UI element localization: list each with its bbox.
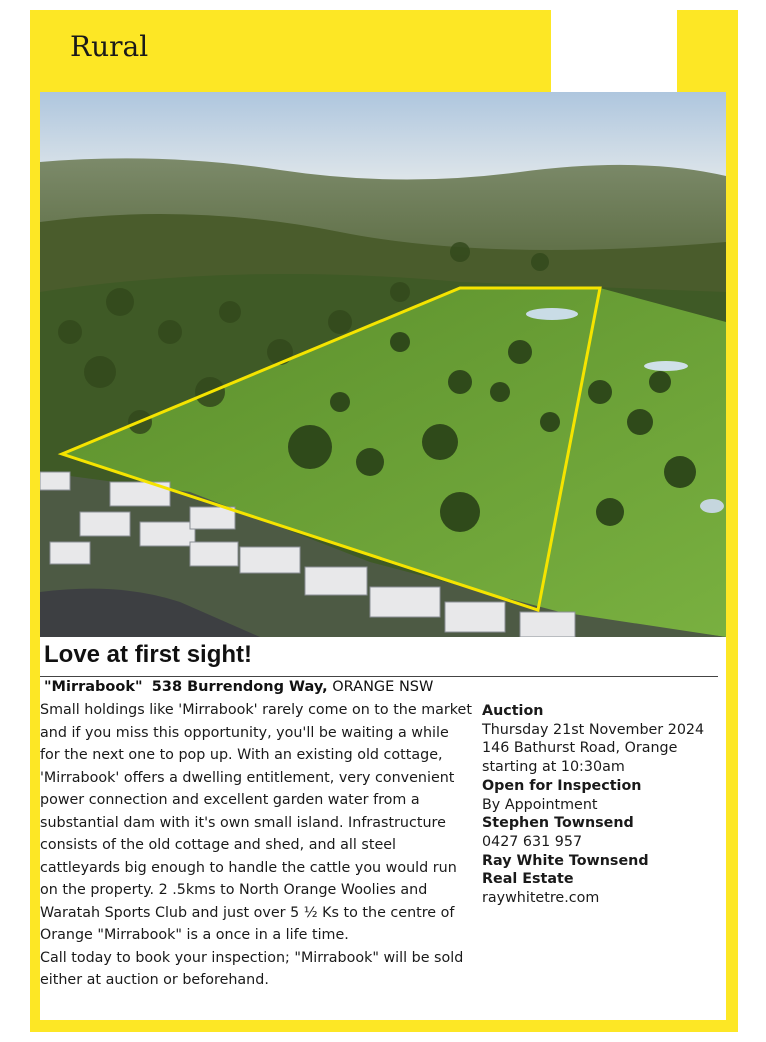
inspection-heading: Open for Inspection xyxy=(482,777,642,794)
listing-address xyxy=(44,679,433,695)
section-title: Rural xyxy=(70,30,149,63)
street-address: 538 Burrendong Way, xyxy=(151,679,328,695)
auction-time: starting at 10:30am xyxy=(482,759,625,776)
auction-venue: 146 Bathurst Road, Orange xyxy=(482,740,678,757)
listing-details xyxy=(482,702,722,908)
agent-name: Stephen Townsend xyxy=(482,815,634,832)
aerial-property-photo xyxy=(40,92,726,637)
divider xyxy=(40,676,718,677)
inspection-text: By Appointment xyxy=(482,796,598,813)
property-name: "Mirrabook" xyxy=(44,679,143,695)
agency-name-line2: Real Estate xyxy=(482,871,574,888)
suburb: ORANGE NSW xyxy=(332,679,434,695)
listing-description xyxy=(40,699,472,992)
auction-heading: Auction xyxy=(482,703,544,719)
agency-name: Ray White Townsend xyxy=(482,852,649,869)
agency-website-link[interactable]: raywhitetre.com xyxy=(482,890,600,907)
description-paragraph: Call today to book your inspection; "Mirrabook" will be sold either at auction or beforehand. xyxy=(40,949,464,988)
auction-date: Thursday 21st November 2024 xyxy=(482,721,705,738)
agent-phone[interactable]: 0427 631 957 xyxy=(482,833,583,850)
description-paragraph: Small holdings like 'Mirrabook' rarely come on to the market and if you miss this opportunity, you'll be waiting a while for the next one to pop up. With an existing old cottage, 'Mirrabook' offers a dwelling entitlement, very convenient power connection and excellent garden water from a substantial dam with it's own small island. Infrastructure consists of the old cottage and shed, and all steel cattleyards big enough to handle the cattle you would run on the property. 2 .5kms to North Orange Woolies and Waratah Sports Club and just over 5 ½ Ks to the centre of Orange "Mirrabook" is a once in a life time. xyxy=(40,702,472,943)
listing-headline: Love at first sight! xyxy=(44,641,253,668)
